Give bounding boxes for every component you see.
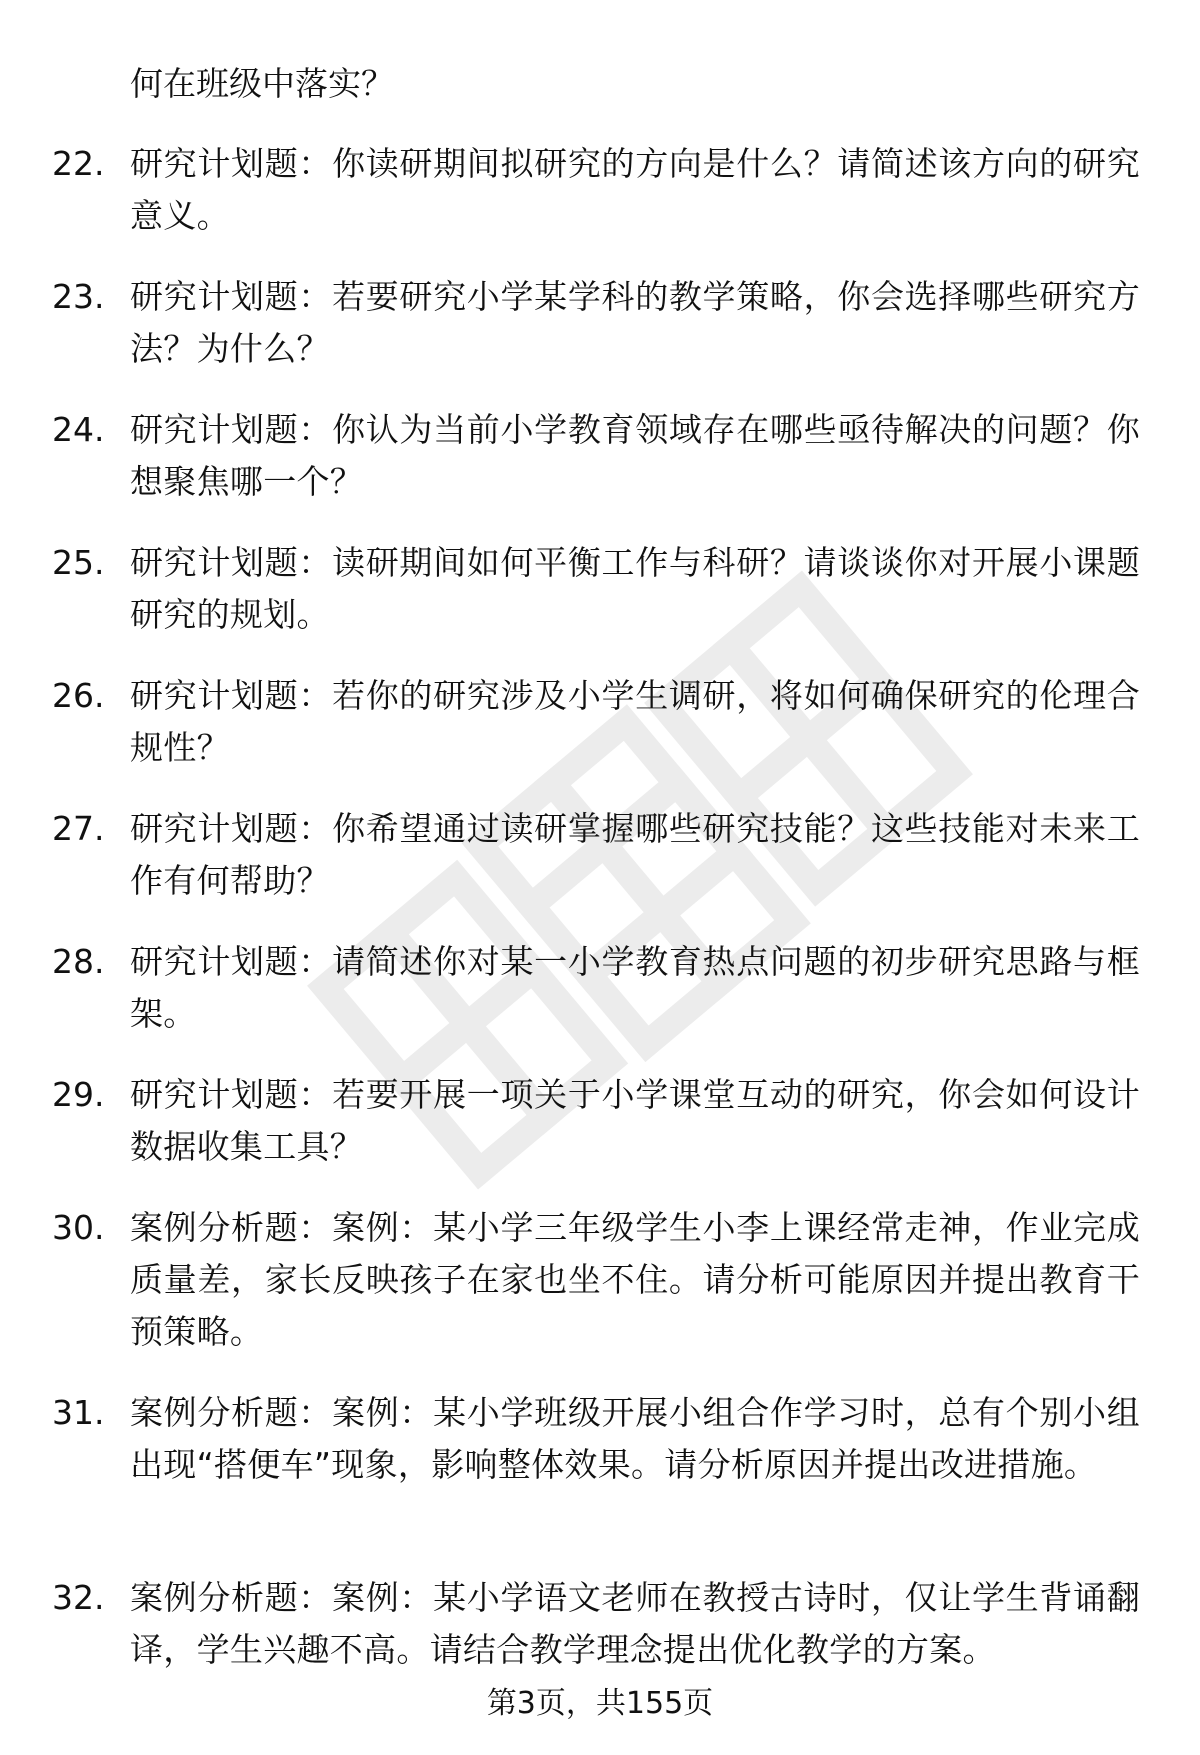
question-item [0,803,1200,907]
question-number: 26. [52,676,105,715]
question-item [0,670,1200,774]
question-number: 24. [52,410,105,449]
question-number: 27. [52,809,105,848]
question-list [0,138,1200,1705]
question-item [0,1202,1200,1358]
question-number: 32. [52,1578,105,1617]
question-number: 29. [52,1075,105,1114]
continued-question-text: 何在班级中落实？ [130,64,394,103]
question-item [0,404,1200,508]
question-text: 研究计划题：你读研期间拟研究的方向是什么？请简述该方向的研究意义。 [130,144,1140,235]
question-number: 22. [52,144,105,183]
page-footer: 第3页，共155页 [486,1686,714,1721]
question-text: 研究计划题：若要开展一项关于小学课堂互动的研究，你会如何设计数据收集工具？ [130,1075,1140,1166]
question-item [0,138,1200,242]
question-number: 30. [52,1208,105,1247]
question-text: 案例分析题：案例：某小学班级开展小组合作学习时，总有个别小组出现“搭便车”现象，影响整体效果。请分析原因并提出改进措施。 [130,1393,1140,1484]
question-text: 案例分析题：案例：某小学三年级学生小李上课经常走神，作业完成质量差，家长反映孩子在家也坐不住。请分析可能原因并提出教育干预策略。 [130,1208,1140,1351]
question-item [0,1069,1200,1173]
question-number: 28. [52,942,105,981]
question-item [0,271,1200,375]
question-text: 研究计划题：若你的研究涉及小学生调研，将如何确保研究的伦理合规性？ [130,676,1140,767]
question-number: 25. [52,543,105,582]
question-item [0,537,1200,641]
question-item [0,1572,1200,1676]
question-text: 研究计划题：你认为当前小学教育领域存在哪些亟待解决的问题？你想聚焦哪一个？ [130,410,1140,501]
question-text: 研究计划题：你希望通过读研掌握哪些研究技能？这些技能对未来工作有何帮助？ [130,809,1140,900]
question-item [0,1387,1200,1543]
question-text: 案例分析题：案例：某小学语文老师在教授古诗时，仅让学生背诵翻译，学生兴趣不高。请结合教学理念提出优化教学的方案。 [130,1578,1140,1669]
question-text: 研究计划题：若要研究小学某学科的教学策略，你会选择哪些研究方法？为什么？ [130,277,1140,368]
question-text: 研究计划题：请简述你对某一小学教育热点问题的初步研究思路与框架。 [130,942,1140,1033]
question-text: 研究计划题：读研期间如何平衡工作与科研？请谈谈你对开展小课题研究的规划。 [130,543,1140,634]
question-item [0,936,1200,1040]
question-number: 23. [52,277,105,316]
question-number: 31. [52,1393,105,1432]
